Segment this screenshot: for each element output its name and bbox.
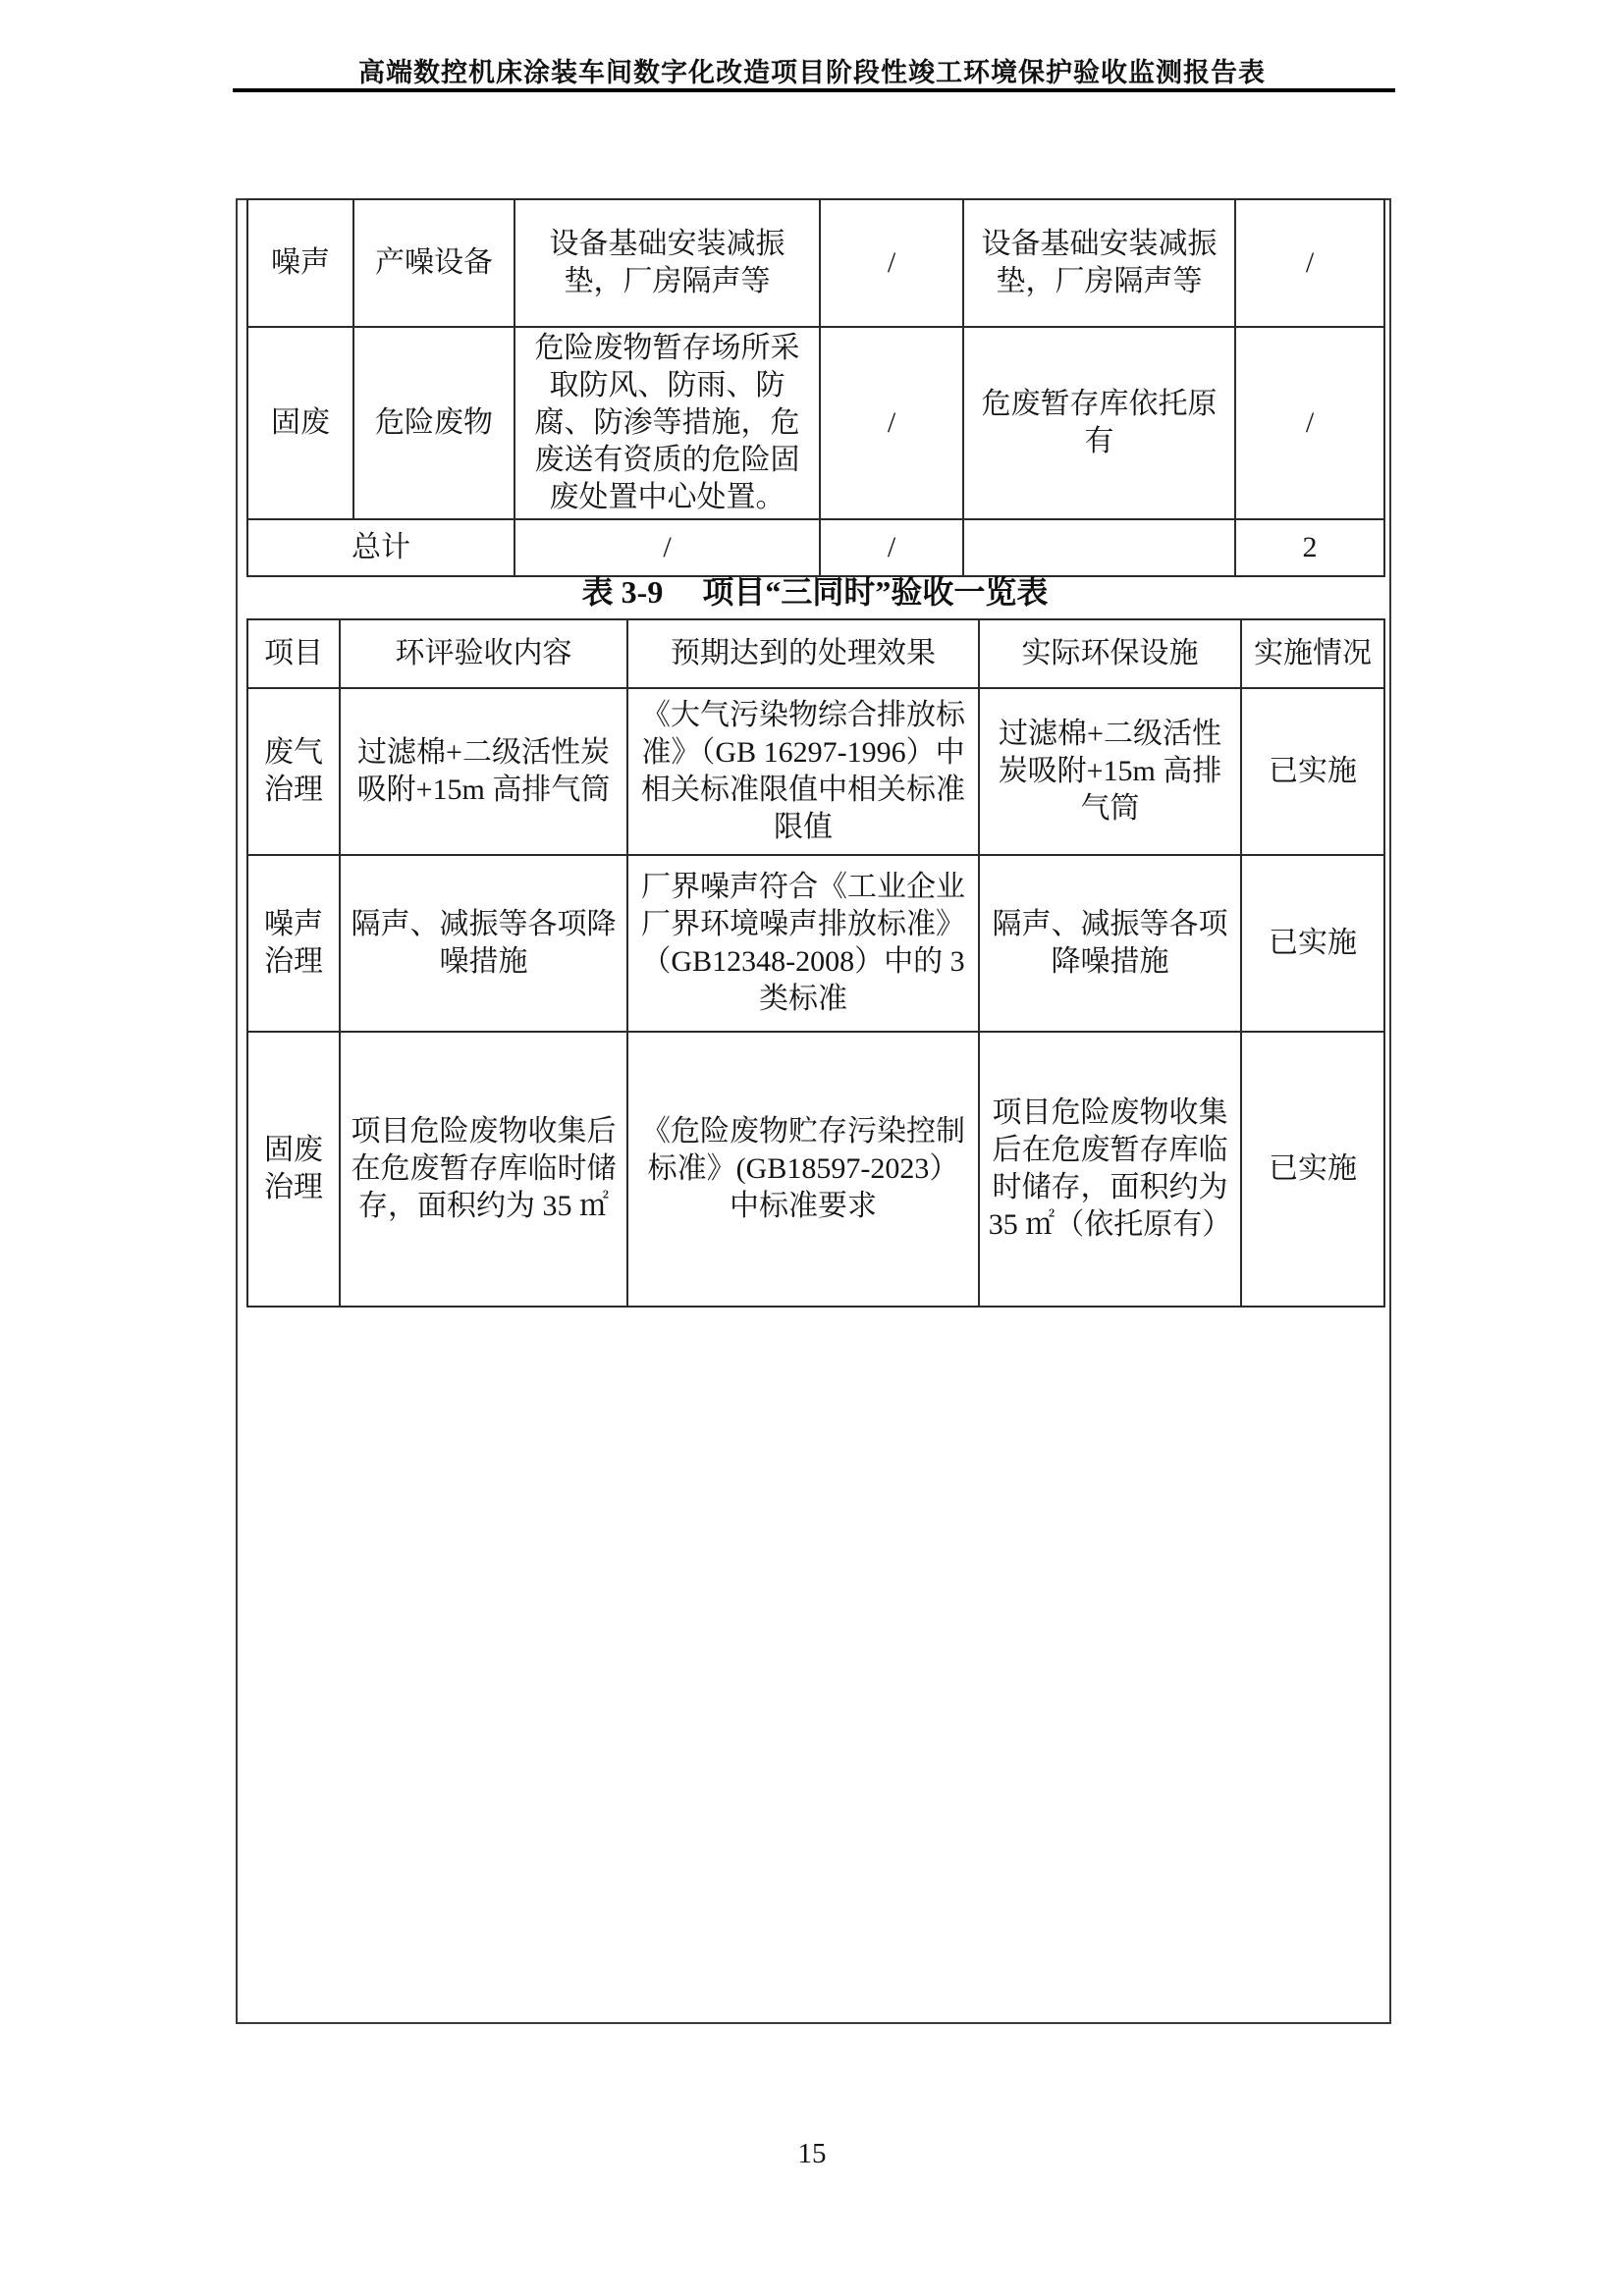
- table-cell: 已实施: [1241, 688, 1384, 855]
- table-cell: /: [514, 519, 820, 576]
- table-row-solid-waste-control: [247, 1032, 1384, 1307]
- header-divider-rule: [233, 88, 1395, 92]
- column-header: 预期达到的处理效果: [627, 619, 979, 688]
- total-count-cell: 2: [1235, 519, 1384, 576]
- column-header: 实际环保设施: [979, 619, 1241, 688]
- table-row-waste-gas: [247, 688, 1384, 855]
- table-cell: 废气治理: [247, 688, 340, 855]
- column-header: 实施情况: [1241, 619, 1384, 688]
- table-row-noise: [247, 199, 1384, 327]
- table-cell: 隔声、减振等各项降噪措施: [979, 855, 1241, 1032]
- table-cell: 项目危险废物收集后在危废暂存库临时储存，面积约为 35 ㎡: [340, 1032, 627, 1307]
- table-cell: 设备基础安装减振垫，厂房隔声等: [514, 199, 820, 327]
- table-cell: /: [820, 327, 963, 519]
- table-cell: 固废: [247, 327, 353, 519]
- table-cell: 噪声: [247, 199, 353, 327]
- table-row-noise-control: [247, 855, 1384, 1032]
- pollution-control-table: [246, 198, 1385, 577]
- table-cell: 项目危险废物收集后在危废暂存库临时储存，面积约为 35 ㎡（依托原有）: [979, 1032, 1241, 1307]
- table-cell: 固废治理: [247, 1032, 340, 1307]
- table-cell: 隔声、减振等各项降噪措施: [340, 855, 627, 1032]
- table-cell: 《大气污染物综合排放标准》（GB 16297-1996）中相关标准限值中相关标准限值: [627, 688, 979, 855]
- table-cell: 过滤棉+二级活性炭吸附+15m 高排气筒: [340, 688, 627, 855]
- three-simultaneity-acceptance-table: [246, 618, 1385, 1308]
- table-cell: 危险废物: [353, 327, 514, 519]
- table-cell: /: [1235, 327, 1384, 519]
- page-number: 15: [797, 2138, 827, 2169]
- table-cell: 噪声治理: [247, 855, 340, 1032]
- table-cell: 产噪设备: [353, 199, 514, 327]
- table-cell: 危废暂存库依托原有: [963, 327, 1235, 519]
- table-cell: /: [1235, 199, 1384, 327]
- table-cell: 设备基础安装减振垫，厂房隔声等: [963, 199, 1235, 327]
- table-row-solid-waste: [247, 327, 1384, 519]
- table-cell: 过滤棉+二级活性炭吸附+15m 高排气筒: [979, 688, 1241, 855]
- table-cell: 危险废物暂存场所采取防风、防雨、防腐、防渗等措施，危废送有资质的危险固废处置中心处置。: [514, 327, 820, 519]
- table-cell: 厂界噪声符合《工业企业厂界环境噪声排放标准》（GB12348-2008）中的 3 类标准: [627, 855, 979, 1032]
- table-3-9-title: 表 3-9 项目“三同时”验收一览表: [581, 574, 1049, 610]
- total-label-cell: 总计: [247, 519, 514, 576]
- table-cell: /: [820, 519, 963, 576]
- table-cell: 已实施: [1241, 855, 1384, 1032]
- table-cell: 《危险废物贮存污染控制标准》(GB18597-2023）中标准要求: [627, 1032, 979, 1307]
- column-header: 环评验收内容: [340, 619, 627, 688]
- table-cell: 已实施: [1241, 1032, 1384, 1307]
- column-header: 项目: [247, 619, 340, 688]
- document-header-title: 高端数控机床涂装车间数字化改造项目阶段性竣工环境保护验收监测报告表: [358, 58, 1266, 87]
- table-cell: /: [820, 199, 963, 327]
- table-header-row: [247, 619, 1384, 688]
